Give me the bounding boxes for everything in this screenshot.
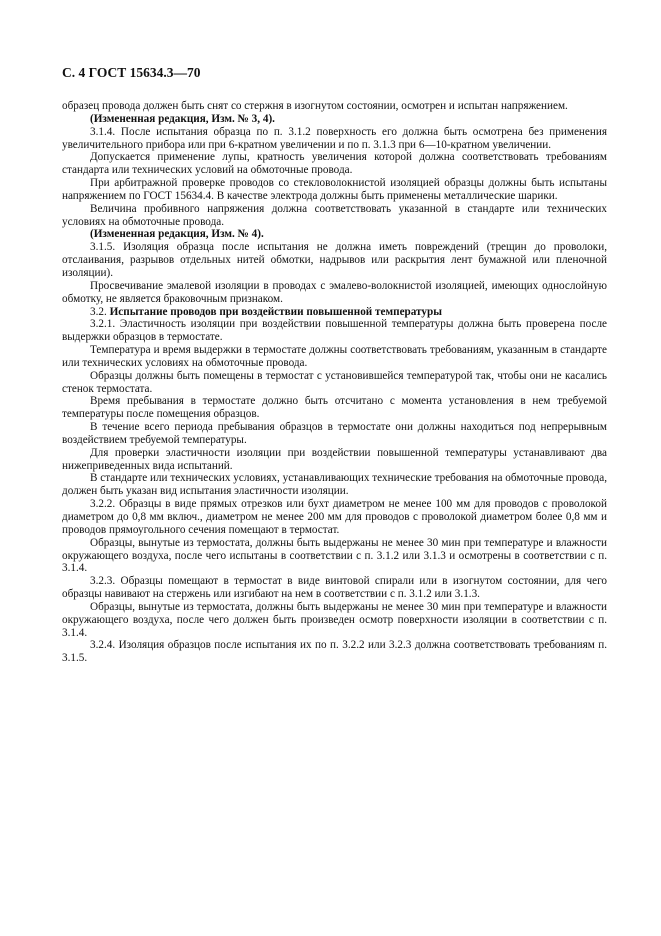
section-heading: [62, 306, 607, 319]
paragraph: Для проверки эластичности изоляции при воздействии повышенной температуры устанавливают два нижеприведенных вида испытаний.: [62, 446, 607, 472]
paragraph: Просвечивание эмалевой изоляции в проводах с эмалево-волокнистой изоляцией, имеющих однослойную обмотку, не является браковочным признаком.: [62, 279, 607, 305]
document-body: [62, 100, 607, 665]
paragraph: образец провода должен быть снят со стержня в изогнутом состоянии, осмотрен и испытан напряжением.: [62, 100, 568, 112]
revision-note: (Измененная редакция, Изм. № 3, 4).: [90, 112, 275, 125]
paragraph: 3.1.5. Изоляция образца после испытания не должна иметь повреждений (трещин до проволоки, отслаивания, разрывов отдельных нитей обмотки, надрывов или раскрытия лент бумажной или пленочной изоляции).: [62, 241, 607, 279]
section-title: Испытание проводов при воздействии повышенной температуры: [109, 305, 442, 318]
section-number: 3.2.: [90, 305, 110, 318]
paragraph: 3.2.2. Образцы в виде прямых отрезков или бухт диаметром не менее 100 мм для проводов с проволокой диаметром до 0,8 мм включ., диаметром не менее 200 мм для проводов с проволокой диаметром более 0,8 мм и проводов прямоугольного сечения помещают в термостат.: [62, 498, 607, 536]
paragraph: 3.2.1. Эластичность изоляции при воздействии повышенной температуры должна быть проверена после выдержки образцов в термостате.: [62, 318, 607, 344]
paragraph: Образцы, вынутые из термостата, должны быть выдержаны не менее 30 мин при температуре и влажности окружающего воздуха, после чего должен быть произведен осмотр поверхности изоляции в соответствии с п. 3.1.4.: [62, 600, 607, 639]
paragraph: В течение всего периода пребывания образцов в термостате они должны находиться под непрерывным воздействием требуемой температуры.: [62, 421, 607, 446]
paragraph: Образцы должны быть помещены в термостат с установившейся температурой так, чтобы они не касались стенок термостата.: [62, 369, 607, 395]
page-header: С. 4 ГОСТ 15634.3—70: [62, 65, 201, 80]
paragraph: 3.2.4. Изоляция образцов после испытания их по п. 3.2.2 или 3.2.3 должна соответствовать требованиям п. 3.1.5.: [62, 639, 607, 665]
paragraph: Образцы, вынутые из термостата, должны быть выдержаны не менее 30 мин при температуре и влажности окружающего воздуха, после чего испытаны в соответствии с п. 3.1.2 или 3.1.3 и осмотрены в соответствии с п. 3.1.4.: [62, 536, 607, 575]
revision-note: (Измененная редакция, Изм. № 4).: [90, 228, 264, 241]
paragraph: В стандарте или технических условиях, устанавливающих технические требования на обмоточные провода, должен быть указан вид испытания эластичности изоляции.: [62, 472, 607, 498]
paragraph: 3.1.4. После испытания образца по п. 3.1.2 поверхность его должна быть осмотрена без применения увеличительного прибора или при 6-кратном увеличении и по п. 3.1.3 при 6—10-кратном увеличении.: [62, 125, 607, 151]
paragraph: Допускается применение лупы, кратность увеличения которой должна соответствовать требованиям стандарта или технических условий на обмоточные провода.: [62, 151, 607, 177]
paragraph: Температура и время выдержки в термостате должны соответствовать требованиям, указанным в стандарте или технических условиях на обмоточные провода.: [62, 344, 607, 369]
paragraph: Время пребывания в термостате должно быть отсчитано с момента установления в нем требуемой температуры после помещения образцов.: [62, 395, 607, 421]
paragraph: При арбитражной проверке проводов со стекловолокнистой изоляцией образцы должны быть испытаны напряжением по ГОСТ 15634.4. В качестве электрода должны быть применены металлические шарики.: [62, 177, 607, 202]
paragraph: 3.2.3. Образцы помещают в термостат в виде винтовой спирали или в изогнутом состоянии, для чего образцы навивают на стержень или изгибают на нем в соответствии с п. 3.1.2 или 3.1.3.: [62, 575, 607, 601]
paragraph: Величина пробивного напряжения должна соответствовать указанной в стандарте или технических условиях на обмоточные провода.: [62, 202, 607, 228]
